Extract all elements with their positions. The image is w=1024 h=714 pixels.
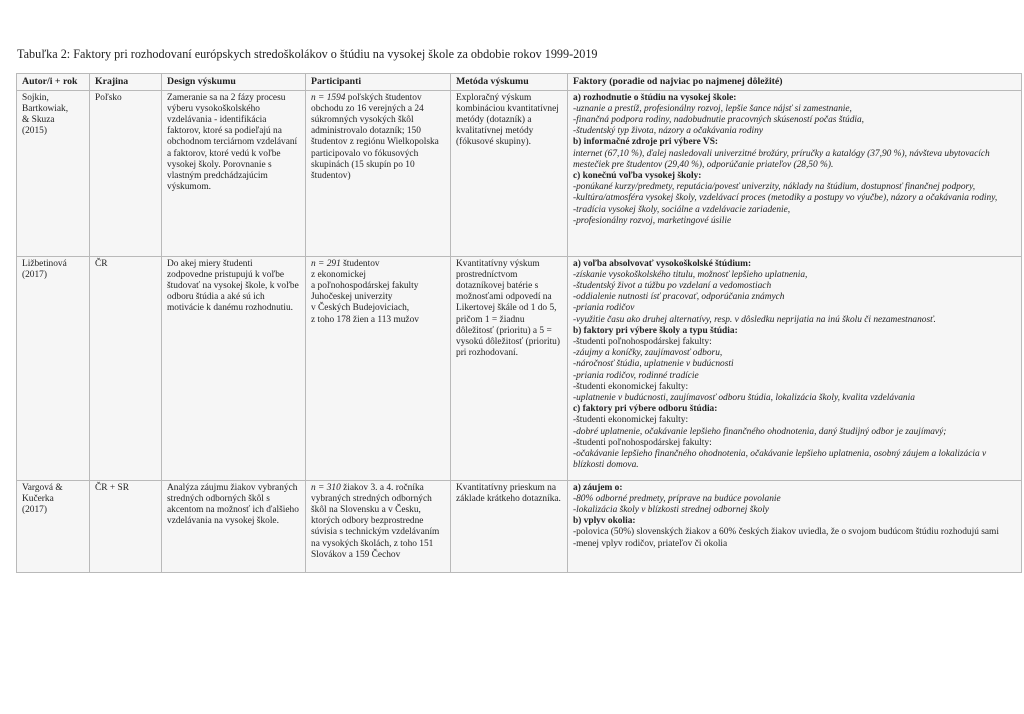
header-factors-note: (poradie od najviac po najmenej dôležité): [609, 76, 783, 87]
cell-factors: [568, 90, 1022, 256]
table-row: [17, 256, 1022, 480]
factor-item: -profesionálny rozvoj, marketingové úsilie: [573, 215, 732, 226]
table-row: [17, 480, 1022, 572]
factor-heading: c) faktory pri výbere odboru štúdia:: [573, 404, 718, 415]
factor-item: -polovica (50%) slovenských žiakov a 60% českých žiakov uviedla, že o svojom budúcom štúdiu rozhodujú sami: [573, 527, 999, 538]
cell-method: Kvantitatívny výskum prostredníctvom dotazníkovej batérie s možnosťami odpovedí na Likertovej škále od 1 do 5, pričom 1 = žiadnu dôležitosť (prioritu) a 5 = vysokú dôležitosť (prioritu) pri rozhodovaní.: [451, 256, 568, 480]
cell-author: Sojkin, Bartkowiak, & Skuza (2015): [17, 90, 90, 256]
sample-size: n = 1594: [311, 92, 346, 103]
cell-participants: [306, 480, 451, 572]
participants-text: poľských študentov obchodu zo 16 verejných a 24 súkromných vysokých škôl administrovalo dotazník; 150 študentov z regiónu Wielkopolska participovalo vo fókusových skupinách (15 skupín po 10 študentov): [311, 92, 439, 181]
header-design: Design výskumu: [162, 74, 306, 91]
factor-item: -finančná podpora rodiny, nadobudnutie pracovných skúseností počas štúdia,: [573, 114, 865, 125]
cell-country: ČR: [90, 256, 162, 480]
factor-item: -menej vplyv rodičov, priateľov či okolia: [573, 538, 728, 549]
factor-item: -uplatnenie v budúcnosti, zaujímavosť odboru štúdia, lokalizácia školy, kvalita vzdelávania: [573, 392, 915, 403]
factor-item: -priania rodičov, rodinné tradície: [573, 370, 699, 381]
factor-item: -záujmy a koníčky, zaujímavosť odboru,: [573, 348, 723, 359]
sample-size: n = 310: [311, 482, 341, 493]
cell-participants: [306, 90, 451, 256]
factor-heading: b) faktory pri výbere školy a typu štúdia:: [573, 325, 738, 336]
factor-item: -študentský typ života, názory a očakávania rodiny: [573, 126, 763, 137]
participants-text: študentov z ekonomickej a poľnohospodárskej fakulty Juhočeskej univerzity v Českých Budejoviciach, z toho 178 žien a 113 mužov: [311, 258, 419, 325]
factor-item: -študenti ekonomickej fakulty:: [573, 415, 689, 426]
cell-method: Kvantitatívny prieskum na základe krátkeho dotazníka.: [451, 480, 568, 572]
factor-heading: a) záujem o:: [573, 482, 623, 493]
factor-item: -uznanie a prestíž, profesionálny rozvoj, lepšie šance nájsť si zamestnanie,: [573, 103, 852, 114]
header-author: Autor/i + rok: [17, 74, 90, 91]
factor-item: -lokalizácia školy v blízkosti strednej odbornej školy: [573, 504, 769, 515]
factor-heading: b) informačné zdroje pri výbere VŠ:: [573, 137, 719, 148]
factor-item: -študenti poľnohospodárskej fakulty:: [573, 336, 712, 347]
factor-item: -80% odborné predmety, príprave na budúce povolanie: [573, 493, 781, 504]
table-row: [17, 90, 1022, 256]
factor-item: -dobré uplatnenie, očakávanie lepšieho finančného ohodnotenia, daný študijný odbor je zaujímavý;: [573, 426, 947, 437]
participants-text: žiakov 3. a 4. ročníka vybraných stredných odborných škôl na Slovensku a v Česku, ktorých odbory bezprostredne súvisia s technickým vzdelávaním na vysokých školách, z toho 151 Slovákov a 159 Čechov: [311, 482, 440, 560]
cell-method: Exploračný výskum kombináciou kvantitatívnej metódy (dotazník) a kvalitatívnej metódy (fókusové skupiny).: [451, 90, 568, 256]
factor-item: -využitie času ako druhej alternatívy, resp. v dôsledku neprijatia na inú školu či nezamestnanosť.: [573, 314, 936, 325]
cell-author: Vargová & Kučerka (2017): [17, 480, 90, 572]
table-caption: Tabuľka 2: Faktory pri rozhodovaní európskych stredoškolákov o štúdiu na vysokej škole za obdobie rokov 1999-2019: [17, 47, 598, 61]
factor-item: -oddialenie nutnosti ísť pracovať, odporúčania známych: [573, 292, 785, 303]
factor-item: -ponúkané kurzy/predmety, reputácia/povesť univerzity, náklady na štúdium, dostupnosť finančnej podpory,: [573, 182, 976, 193]
cell-design: Do akej miery študenti zodpovedne pristupujú k voľbe študovať na vysokej škole, k voľbe odboru štúdia a aké sú ich motivácie k danému rozhodnutiu.: [162, 256, 306, 480]
cell-author: Ližbetinová (2017): [17, 256, 90, 480]
header-participants: Participanti: [306, 74, 451, 91]
header-factors: [568, 74, 1022, 91]
factor-heading: c) konečnú voľba vysokej školy:: [573, 170, 702, 181]
cell-participants: [306, 256, 451, 480]
cell-country: Poľsko: [90, 90, 162, 256]
header-factors-label: Faktory: [573, 76, 607, 87]
cell-design: Analýza záujmu žiakov vybraných stredných odborných škôl s akcentom na možnosť ich ďalšieho vzdelávania na vysokej škole.: [162, 480, 306, 572]
factor-item: -študentský život a túžbu po vzdelaní a vedomostiach: [573, 280, 772, 291]
factor-item: -očakávanie lepšieho finančného ohodnotenia, očakávanie lepšieho uplatnenia, osobný záujem a lokalizácia v blízkosti domova.: [573, 448, 987, 471]
factor-item: -tradícia vysokej školy, sociálne a vzdelávacie zariadenie,: [573, 204, 791, 215]
factor-item: -priania rodičov: [573, 303, 635, 314]
header-method: Metóda výskumu: [451, 74, 568, 91]
table-header-row: [17, 74, 1022, 91]
factor-heading: a) rozhodnutie o štúdiu na vysokej škole:: [573, 92, 737, 103]
cell-country: ČR + SR: [90, 480, 162, 572]
factor-item: -získanie vysokoškolského titulu, možnosť lepšieho uplatnenia,: [573, 269, 808, 280]
factor-item: internet (67,10 %), ďalej nasledovali univerzitné brožúry, príručky a katalógy (37,90 %), návšteva ubytovacích mestečiek pre študentov (29,40 %), odporúčanie priateľov (28,50 %).: [573, 148, 990, 170]
cell-factors: [568, 480, 1022, 572]
factor-heading: a) voľba absolvovať vysokoškolské štúdium:: [573, 258, 752, 269]
factor-item: -kultúra/atmosféra vysokej školy, vzdelávací proces (metodiky a postupy vo výučbe), názory a očakávania rodiny,: [573, 193, 998, 204]
header-country: Krajina: [90, 74, 162, 91]
cell-design: Zameranie sa na 2 fázy procesu výberu vysokoškolského vzdelávania - identifikácia faktorov, ktoré sa podieľajú na obchodnom terciárnom vzdelávaní a faktorov, ktoré vedú k voľbe vysokej školy. Porovnanie s vlastným predchádzajúcim výskumom.: [162, 90, 306, 256]
factor-item: -študenti ekonomickej fakulty:: [573, 381, 689, 392]
factor-heading: b) vplyv okolia:: [573, 516, 636, 527]
factor-item: -náročnosť štúdia, uplatnenie v budúcnosti: [573, 359, 734, 370]
sample-size: n = 291: [311, 258, 341, 269]
factors-table: [16, 73, 1022, 573]
cell-factors: [568, 256, 1022, 480]
factor-item: -študenti poľnohospodárskej fakulty:: [573, 437, 712, 448]
